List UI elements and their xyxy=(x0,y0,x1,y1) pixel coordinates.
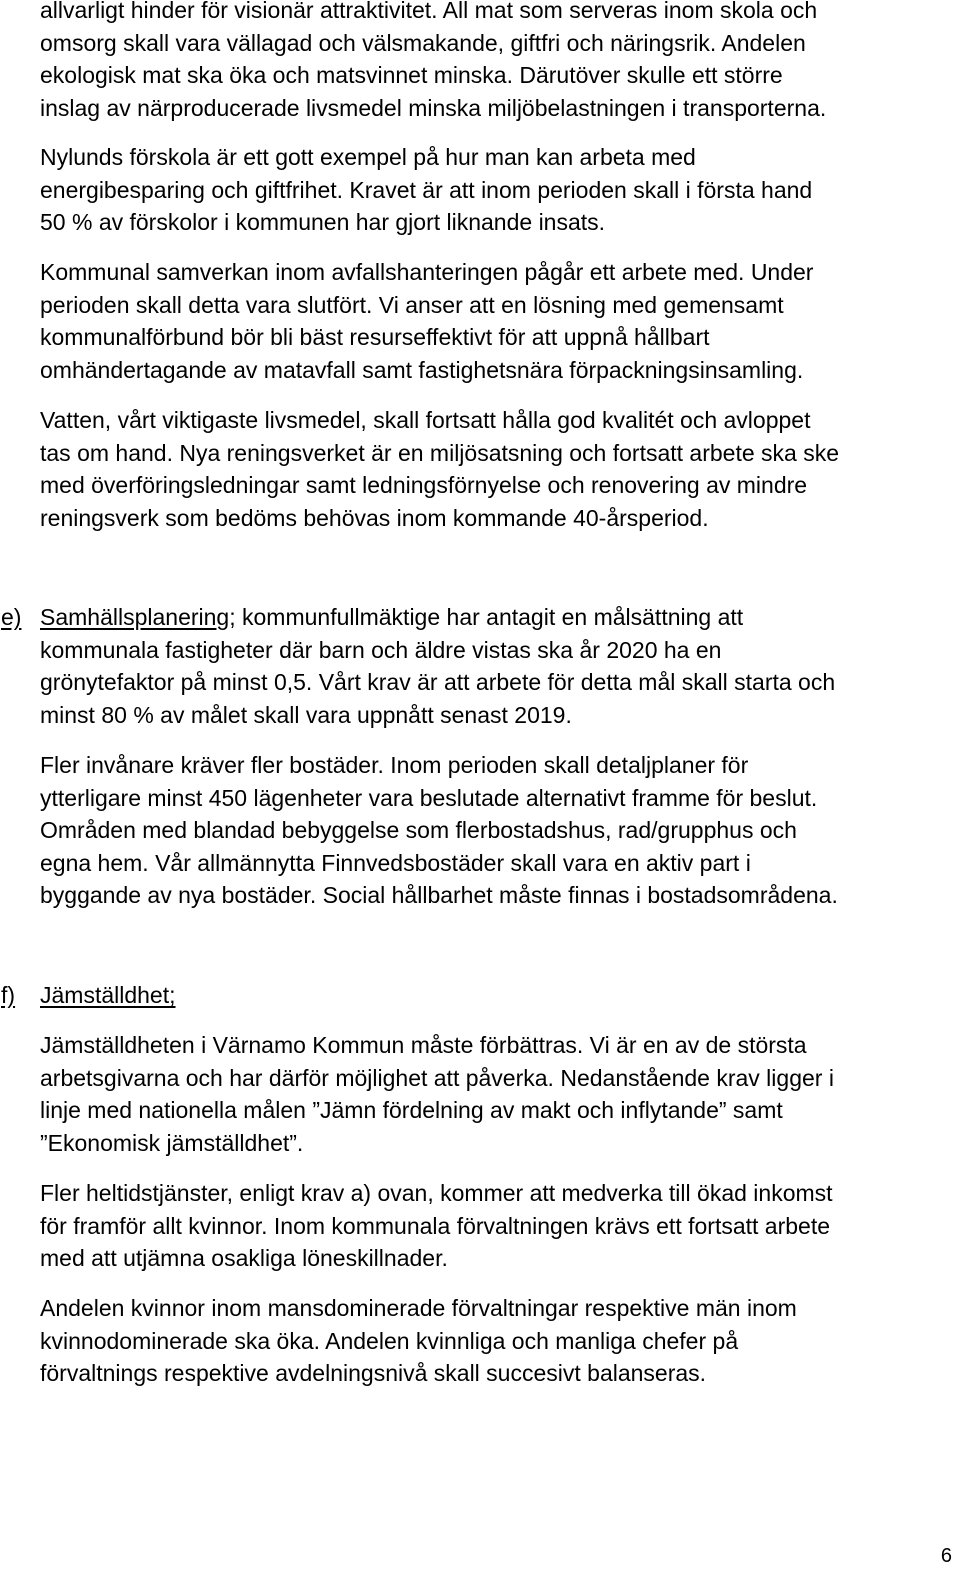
text-line: Fler invånare kräver fler bostäder. Inom perioden skall detaljplaner för xyxy=(40,752,749,778)
text-line: kvinnodominerade ska öka. Andelen kvinnliga och manliga chefer på xyxy=(40,1327,739,1354)
paragraph-equality-intro xyxy=(40,1029,834,1159)
text-line: reningsverk som bedöms behövas inom kommande 40-årsperiod. xyxy=(40,504,709,531)
text-line: kommunalförbund bör bli bäst resurseffektivt för att uppnå hållbart xyxy=(40,324,710,351)
page-number: 6 xyxy=(940,1545,952,1567)
paragraph-gender-balance xyxy=(40,1292,797,1390)
text-line: ekologisk mat ska öka och matsvinnet minska. Därutöver skulle ett större xyxy=(40,62,783,89)
paragraph-water xyxy=(40,404,839,534)
text-line: Kommunal samverkan inom avfallshanteringen pågår ett arbete med. Under xyxy=(40,259,814,285)
text-line: Vatten, vårt viktigaste livsmedel, skall fortsatt hålla god kvalitét och avloppet xyxy=(40,407,811,433)
section-marker: f) xyxy=(1,982,16,1008)
text-line: Fler heltidstjänster, enligt krav a) ovan, kommer att medverka till ökad inkomst xyxy=(40,1180,833,1206)
text-line: med att utjämna osakliga löneskillnader. xyxy=(40,1245,448,1272)
text-line: byggande av nya bostäder. Social hållbarhet måste finnas i bostadsområdena. xyxy=(40,882,838,909)
paragraph-food xyxy=(40,0,826,124)
text-line: Jämställdheten i Värnamo Kommun måste förbättras. Vi är en av de största xyxy=(40,1032,807,1058)
text-line: linje med nationella målen ”Jämn fördelning av makt och inflytande” samt xyxy=(40,1097,783,1124)
paragraph-preschool xyxy=(40,141,812,239)
section-heading: Samhällsplanering xyxy=(40,604,230,630)
paragraph-housing xyxy=(40,749,838,912)
text-line: inslag av närproducerade livsmedel minska miljöbelastningen i transporterna. xyxy=(40,94,827,121)
text-line: energibesparing och giftfrihet. Kravet är att inom perioden skall i första hand xyxy=(40,176,813,203)
text-line: perioden skall detta vara slutfört. Vi anser att en lösning med gemensamt xyxy=(40,291,784,318)
text-line: ”Ekonomisk jämställdhet”. xyxy=(40,1129,304,1156)
section-e-planning xyxy=(1,601,836,731)
paragraph-waste xyxy=(40,256,813,386)
text-line: grönytefaktor på minst 0,5. Vårt krav är att arbete för detta mål skall starta och xyxy=(40,669,836,696)
text-line: ytterligare minst 450 lägenheter vara beslutade alternativt framme för beslut. xyxy=(40,784,818,811)
section-f-equality xyxy=(1,979,176,1012)
text-line: Områden med blandad bebyggelse som flerbostadshus, rad/grupphus och xyxy=(40,817,797,844)
text-line: Nylunds förskola är ett gott exempel på hur man kan arbeta med xyxy=(40,144,696,170)
text-line: minst 80 % av målet skall vara uppnått senast 2019. xyxy=(40,701,572,728)
text-line: för framför allt kvinnor. Inom kommunala förvaltningen krävs ett fortsatt arbete xyxy=(40,1212,831,1239)
text-line: förvaltnings respektive avdelningsnivå skall succesivt balanseras. xyxy=(40,1360,707,1387)
text-line: kommunala fastigheter där barn och äldre vistas ska år 2020 ha en xyxy=(40,636,722,663)
text-line: 50 % av förskolor i kommunen har gjort liknande insats. xyxy=(40,209,606,236)
text-line: omsorg skall vara vällagad och välsmakande, giftfri och näringsrik. Andelen xyxy=(40,29,806,56)
text-line: Andelen kvinnor inom mansdominerade förvaltningar respektive män inom xyxy=(40,1295,797,1321)
text-line: med överföringsledningar samt ledningsförnyelse och renovering av mindre xyxy=(40,472,808,499)
paragraph-fulltime xyxy=(40,1177,833,1275)
text-line: arbetsgivarna och har därför möjlighet att påverka. Nedanstående krav ligger i xyxy=(40,1064,834,1091)
section-heading: Jämställdhet; xyxy=(40,982,176,1008)
section-marker: e) xyxy=(1,604,22,630)
text-line: tas om hand. Nya reningsverket är en miljösatsning och fortsatt arbete ska ske xyxy=(40,439,840,466)
text-line: ; kommunfullmäktige har antagit en målsättning att xyxy=(229,604,744,630)
text-line: omhändertagande av matavfall samt fastighetsnära förpackningsinsamling. xyxy=(40,356,804,383)
text-line: allvarligt hinder för visionär attraktivitet. All mat som serveras inom skola och xyxy=(40,0,818,23)
text-line: egna hem. Vår allmännytta Finnvedsbostäder skall vara en aktiv part i xyxy=(40,849,751,876)
